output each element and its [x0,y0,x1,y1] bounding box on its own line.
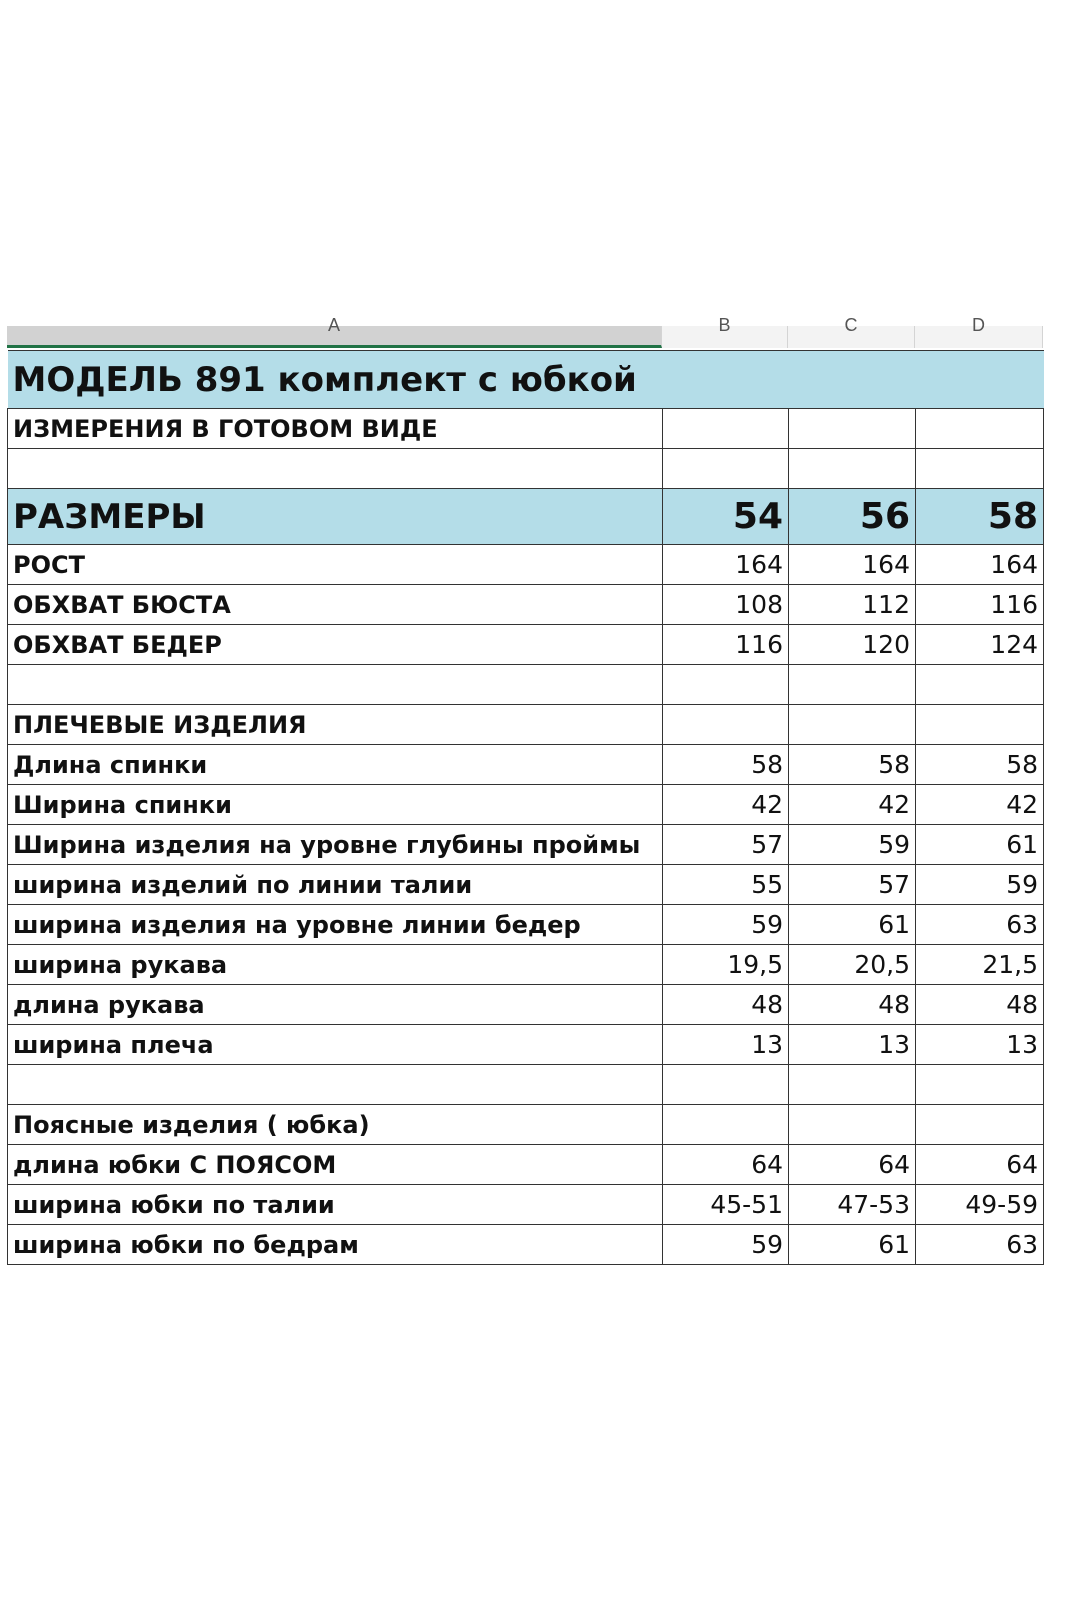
table-row [8,825,1044,865]
value-cell[interactable] [789,1065,916,1105]
value-cell[interactable]: 48 [916,985,1044,1025]
value-cell[interactable] [663,705,789,745]
value-cell[interactable] [916,1105,1044,1145]
value-cell[interactable]: 42 [663,785,789,825]
row-label[interactable]: ширина плеча [8,1025,663,1065]
value-cell[interactable]: 45-51 [663,1185,789,1225]
row-label[interactable]: Поясные изделия ( юбка) [8,1105,663,1145]
size-56[interactable]: 56 [789,489,916,545]
value-cell[interactable] [789,1105,916,1145]
value-cell[interactable] [916,1065,1044,1105]
value-cell[interactable]: 58 [663,745,789,785]
value-cell[interactable] [916,665,1044,705]
value-cell[interactable]: 42 [916,785,1044,825]
value-cell[interactable]: 57 [663,825,789,865]
sizes-label[interactable]: РАЗМЕРЫ [8,489,663,545]
value-cell[interactable]: 124 [916,625,1044,665]
table-row [8,1185,1044,1225]
value-cell[interactable]: 108 [663,585,789,625]
row-label[interactable]: длина юбки С ПОЯСОМ [8,1145,663,1185]
table-row [8,985,1044,1025]
value-cell[interactable] [789,705,916,745]
value-cell[interactable]: 47-53 [789,1185,916,1225]
size-chart-table [7,350,1044,1265]
value-cell[interactable]: 63 [916,1225,1044,1265]
measurements-subtitle[interactable]: ИЗМЕРЕНИЯ В ГОТОВОМ ВИДЕ [8,409,663,449]
row-label[interactable]: ширина рукава [8,945,663,985]
column-header-b[interactable]: B [662,326,788,348]
value-cell[interactable]: 49-59 [916,1185,1044,1225]
value-cell[interactable] [663,665,789,705]
table-row [8,705,1044,745]
row-label[interactable]: РОСТ [8,545,663,585]
table-row [8,625,1044,665]
value-cell[interactable]: 64 [916,1145,1044,1185]
cell[interactable] [789,449,916,489]
row-label[interactable]: Ширина изделия на уровне глубины проймы [8,825,663,865]
value-cell[interactable]: 48 [663,985,789,1025]
table-row [8,545,1044,585]
spreadsheet [7,315,1043,1272]
value-cell[interactable]: 116 [916,585,1044,625]
row-label[interactable]: ПЛЕЧЕВЫЕ ИЗДЕЛИЯ [8,705,663,745]
table-row [8,1225,1044,1265]
sizes-header-row [8,489,1044,545]
size-58[interactable]: 58 [916,489,1044,545]
row-label[interactable]: ОБХВАТ БЕДЕР [8,625,663,665]
value-cell[interactable]: 57 [789,865,916,905]
cell[interactable] [8,449,663,489]
cell[interactable] [916,409,1044,449]
row-label[interactable]: ширина юбки по талии [8,1185,663,1225]
table-row [8,945,1044,985]
row-label[interactable]: ОБХВАТ БЮСТА [8,585,663,625]
title-row [8,351,1044,409]
value-cell[interactable]: 13 [663,1025,789,1065]
value-cell[interactable]: 55 [663,865,789,905]
value-cell[interactable]: 120 [789,625,916,665]
value-cell[interactable]: 13 [789,1025,916,1065]
value-cell[interactable]: 13 [916,1025,1044,1065]
cell[interactable] [663,449,789,489]
row-label[interactable]: ширина изделий по линии талии [8,865,663,905]
value-cell[interactable]: 48 [789,985,916,1025]
table-row [8,745,1044,785]
subtitle-row [8,409,1044,449]
value-cell[interactable]: 59 [663,905,789,945]
value-cell[interactable]: 164 [916,545,1044,585]
table-row [8,1105,1044,1145]
table-row [8,1025,1044,1065]
value-cell[interactable] [663,1065,789,1105]
cell[interactable] [916,449,1044,489]
row-label[interactable] [8,1065,663,1105]
model-title[interactable]: МОДЕЛЬ 891 комплект с юбкой [8,351,1044,409]
size-54[interactable]: 54 [663,489,789,545]
value-cell[interactable]: 64 [663,1145,789,1185]
cell[interactable] [789,409,916,449]
value-cell[interactable]: 58 [789,745,916,785]
value-cell[interactable]: 164 [663,545,789,585]
value-cell[interactable]: 64 [789,1145,916,1185]
value-cell[interactable]: 63 [916,905,1044,945]
empty-row [8,449,1044,489]
value-cell[interactable]: 58 [916,745,1044,785]
value-cell[interactable]: 164 [789,545,916,585]
column-header-d[interactable]: D [915,326,1043,348]
value-cell[interactable] [789,665,916,705]
value-cell[interactable]: 59 [663,1225,789,1265]
table-row [8,905,1044,945]
value-cell[interactable]: 61 [789,1225,916,1265]
value-cell[interactable]: 20,5 [789,945,916,985]
value-cell[interactable]: 59 [916,865,1044,905]
table-row [8,785,1044,825]
value-cell[interactable]: 116 [663,625,789,665]
table-row [8,585,1044,625]
table-row [8,865,1044,905]
value-cell[interactable]: 21,5 [916,945,1044,985]
value-cell[interactable]: 61 [789,905,916,945]
value-cell[interactable] [663,1105,789,1145]
table-row [8,1145,1044,1185]
column-header-c[interactable]: C [788,326,915,348]
table-row [8,1065,1044,1105]
value-cell[interactable] [916,705,1044,745]
row-label[interactable]: Ширина спинки [8,785,663,825]
value-cell[interactable]: 59 [789,825,916,865]
row-label[interactable]: длина рукава [8,985,663,1025]
cell[interactable] [663,409,789,449]
value-cell[interactable]: 19,5 [663,945,789,985]
table-row [8,665,1044,705]
row-label[interactable]: ширина изделия на уровне линии бедер [8,905,663,945]
column-header-a[interactable]: A [7,326,662,348]
row-label[interactable] [8,665,663,705]
row-label[interactable]: ширина юбки по бедрам [8,1225,663,1265]
row-label[interactable]: Длина спинки [8,745,663,785]
value-cell[interactable]: 42 [789,785,916,825]
value-cell[interactable]: 112 [789,585,916,625]
value-cell[interactable]: 61 [916,825,1044,865]
